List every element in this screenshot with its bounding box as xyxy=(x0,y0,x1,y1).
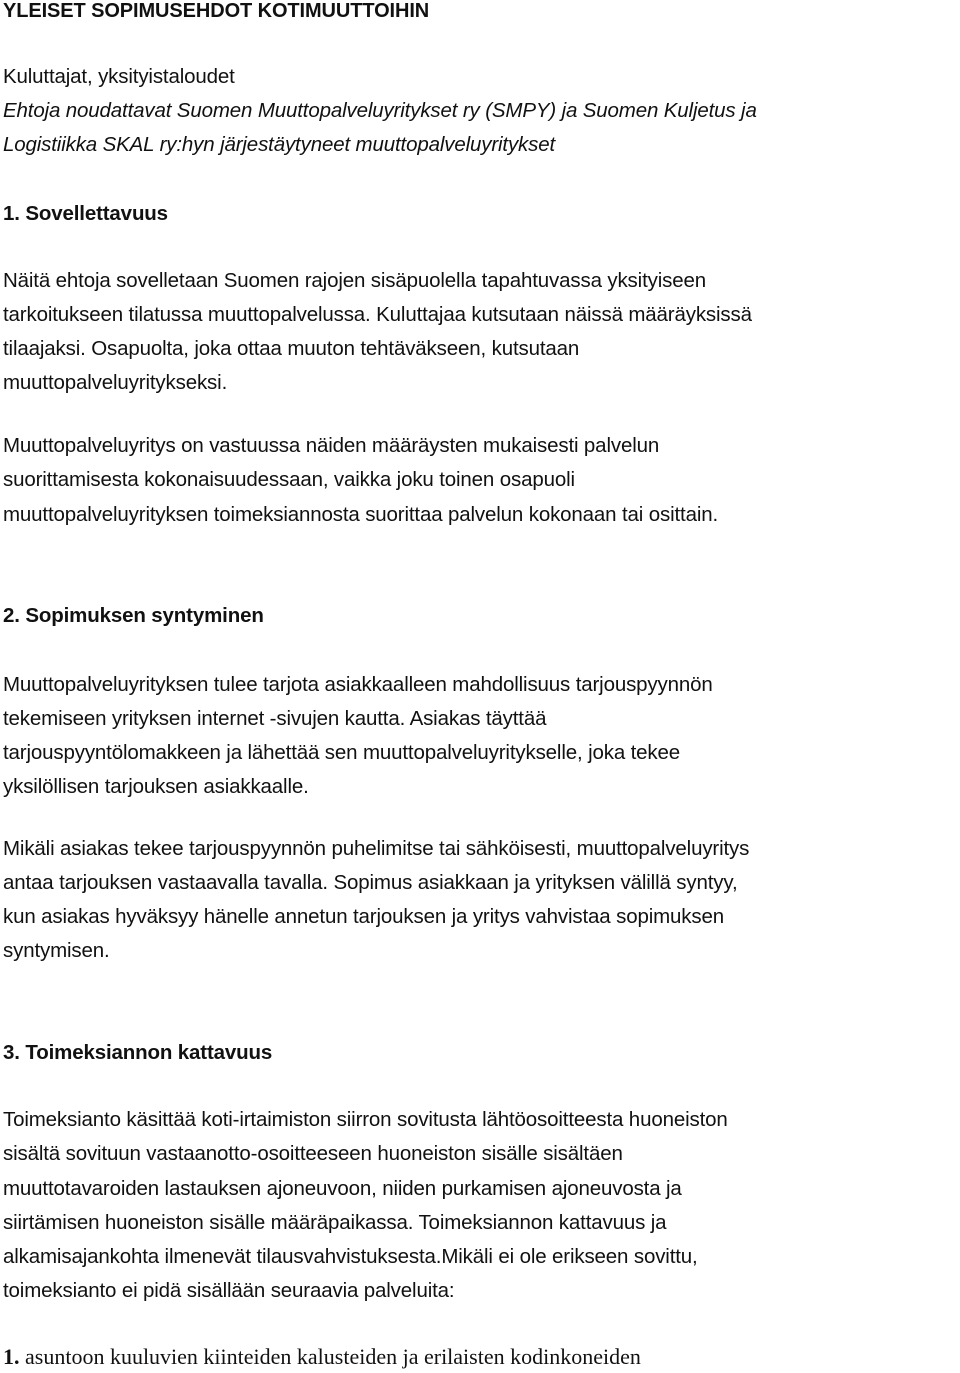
section-3-heading: 3. Toimeksiannon kattavuus xyxy=(3,1041,273,1064)
section-1-para-2-line-2: suorittamisesta kokonaisuudessaan, vaikka joku toinen osapuoli xyxy=(3,468,575,491)
section-3-para-1-line-1: Toimeksianto käsittää koti-irtaimiston siirron sovitusta lähtöosoitteesta huoneiston xyxy=(3,1108,728,1131)
section-2-para-1-line-1: Muuttopalveluyrityksen tulee tarjota asiakkaalleen mahdollisuus tarjouspyynnön xyxy=(3,673,713,696)
scope-line-2: Logistiikka SKAL ry:hyn järjestäytyneet muuttopalveluyritykset xyxy=(3,133,556,156)
section-3-para-1-line-6: toimeksianto ei pidä sisällään seuraavia palveluita: xyxy=(3,1279,455,1302)
section-2-para-1-line-3: tarjouspyyntölomakkeen ja lähettää sen muuttopalveluyritykselle, joka tekee xyxy=(3,741,681,764)
list-item-1 xyxy=(3,1344,641,1370)
section-2-para-1-line-2: tekemiseen yrityksen internet -sivujen kautta. Asiakas täyttää xyxy=(3,707,547,730)
scope-line-1: Ehtoja noudattavat Suomen Muuttopalveluyritykset ry (SMPY) ja Suomen Kuljetus ja xyxy=(3,99,757,122)
list-item-1-number: 1. xyxy=(3,1344,20,1369)
section-1-heading: 1. Sovellettavuus xyxy=(3,202,168,225)
section-2-para-2-line-4: syntymisen. xyxy=(3,939,110,962)
section-2-para-2-line-3: kun asiakas hyväksyy hänelle annetun tarjouksen ja yritys vahvistaa sopimuksen xyxy=(3,905,724,928)
list-item-1-text: asuntoon kuuluvien kiinteiden kalusteiden ja erilaisten kodinkoneiden xyxy=(25,1344,641,1369)
section-2-para-2-line-1: Mikäli asiakas tekee tarjouspyynnön puhelimitse tai sähköisesti, muuttopalveluyritys xyxy=(3,837,750,860)
section-1-para-2-line-1: Muuttopalveluyritys on vastuussa näiden määräysten mukaisesti palvelun xyxy=(3,434,660,457)
section-1-para-1-line-1: Näitä ehtoja sovelletaan Suomen rajojen sisäpuolella tapahtuvassa yksityiseen xyxy=(3,269,706,292)
audience-line: Kuluttajat, yksityistaloudet xyxy=(3,65,235,88)
section-3-para-1-line-3: muuttotavaroiden lastauksen ajoneuvoon, niiden purkamisen ajoneuvosta ja xyxy=(3,1177,682,1200)
section-1-para-1-line-3: tilaajaksi. Osapuolta, joka ottaa muuton tehtäväkseen, kutsutaan xyxy=(3,337,580,360)
section-2-heading: 2. Sopimuksen syntyminen xyxy=(3,604,264,627)
section-1-para-2-line-3: muuttopalveluyrityksen toimeksiannosta suorittaa palvelun kokonaan tai osittain. xyxy=(3,503,719,526)
section-1-para-1-line-2: tarkoitukseen tilatussa muuttopalvelussa. Kuluttajaa kutsutaan näissä määräyksissä xyxy=(3,303,752,326)
section-2-para-2-line-2: antaa tarjouksen vastaavalla tavalla. Sopimus asiakkaan ja yrityksen välillä syntyy, xyxy=(3,871,738,894)
section-2-para-1-line-4: yksilöllisen tarjouksen asiakkaalle. xyxy=(3,775,309,798)
section-3-para-1-line-5: alkamisajankohta ilmenevät tilausvahvistuksesta.Mikäli ei ole erikseen sovittu, xyxy=(3,1245,698,1268)
section-3-para-1-line-2: sisältä sovituun vastaanotto-osoitteeseen huoneiston sisälle sisältäen xyxy=(3,1142,623,1165)
document-title: YLEISET SOPIMUSEHDOT KOTIMUUTTOIHIN xyxy=(3,0,430,22)
section-3-para-1-line-4: siirtämisen huoneiston sisälle määräpaikassa. Toimeksiannon kattavuus ja xyxy=(3,1211,667,1234)
section-1-para-1-line-4: muuttopalveluyritykseksi. xyxy=(3,371,228,394)
